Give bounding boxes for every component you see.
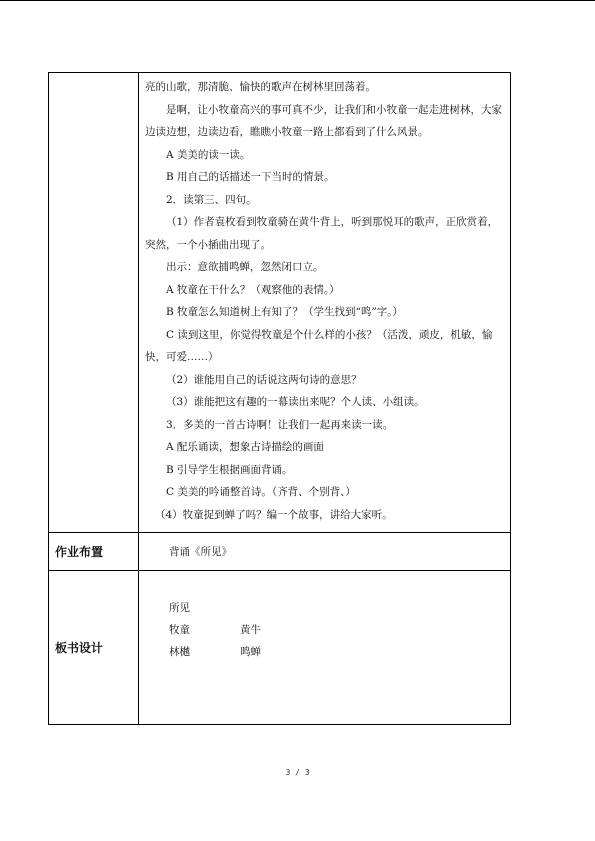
homework-content: 背诵《所见》 [139, 533, 511, 571]
list-item: B 用自己的话描述一下当时的情景。 [166, 171, 335, 183]
board-line [169, 619, 510, 641]
board-row [49, 571, 511, 725]
board-title: 所见 [169, 602, 190, 614]
process-row [49, 73, 511, 533]
section-heading: 3．多美的一首古诗啊！让我们一起再来读一读。 [166, 418, 394, 431]
board-content [139, 571, 511, 725]
list-item: B 引导学生根据画面背诵。 [166, 463, 293, 476]
board-label: 板书设计 [49, 571, 139, 725]
paragraph: 是啊，让小牧童高兴的事可真不少，让我们和小牧童一起走进树林，大家边读边想，边读边看，瞧瞧小牧童一路上都看到了什么风景。 [145, 103, 502, 138]
homework-label: 作业布置 [49, 533, 139, 571]
list-item: A 牧童在干什么？（观察他的表情。） [166, 283, 340, 296]
section-heading: 2．读第三、四句。 [166, 193, 257, 206]
process-content-cell [139, 73, 511, 533]
list-item: （2）谁能用自己的话说这两句诗的意思？ [166, 373, 362, 386]
top-rule [0, 0, 595, 1]
list-item: （4）牧童捉到蝉了吗？编一个故事，讲给大家听。 [155, 508, 393, 521]
list-item: （3）谁能把这有趣的一幕读出来呢？个人读、小组读。 [166, 396, 425, 408]
board-word: 鸣蝉 [240, 646, 261, 658]
lesson-plan-table [48, 72, 511, 725]
list-item: C 读到这里，你觉得牧童是个什么样的小孩？（活泼，顽皮，机敏，愉快，可爱……） [145, 328, 493, 363]
page-number: 3 / 3 [285, 768, 310, 777]
paragraph: （1）作者袁枚看到牧童骑在黄牛背上，听到那悦耳的歌声，正欣赏着，突然，一个小插曲出现了。 [145, 216, 499, 251]
board-word: 林樾 [169, 646, 190, 658]
list-item: A 美美的读一读。 [166, 148, 251, 161]
paragraph: 出示：意欲捕鸣蝉，忽然闭口立。 [166, 261, 324, 273]
list-item: B 牧童怎么知道树上有知了？（学生找到“鸣”字。） [166, 306, 404, 318]
process-label-cell [49, 73, 139, 533]
board-word: 牧童 [169, 624, 190, 636]
list-item: C 美美的吟诵整首诗。（齐背、个别背、） [166, 486, 356, 498]
paragraph: 亮的山歌，那清脆、愉快的歌声在树林里回荡着。 [145, 81, 376, 93]
board-line [169, 641, 510, 663]
homework-row [49, 533, 511, 571]
board-word: 黄牛 [240, 624, 261, 636]
list-item: A 配乐诵读，想象古诗描绘的画面 [166, 441, 324, 453]
